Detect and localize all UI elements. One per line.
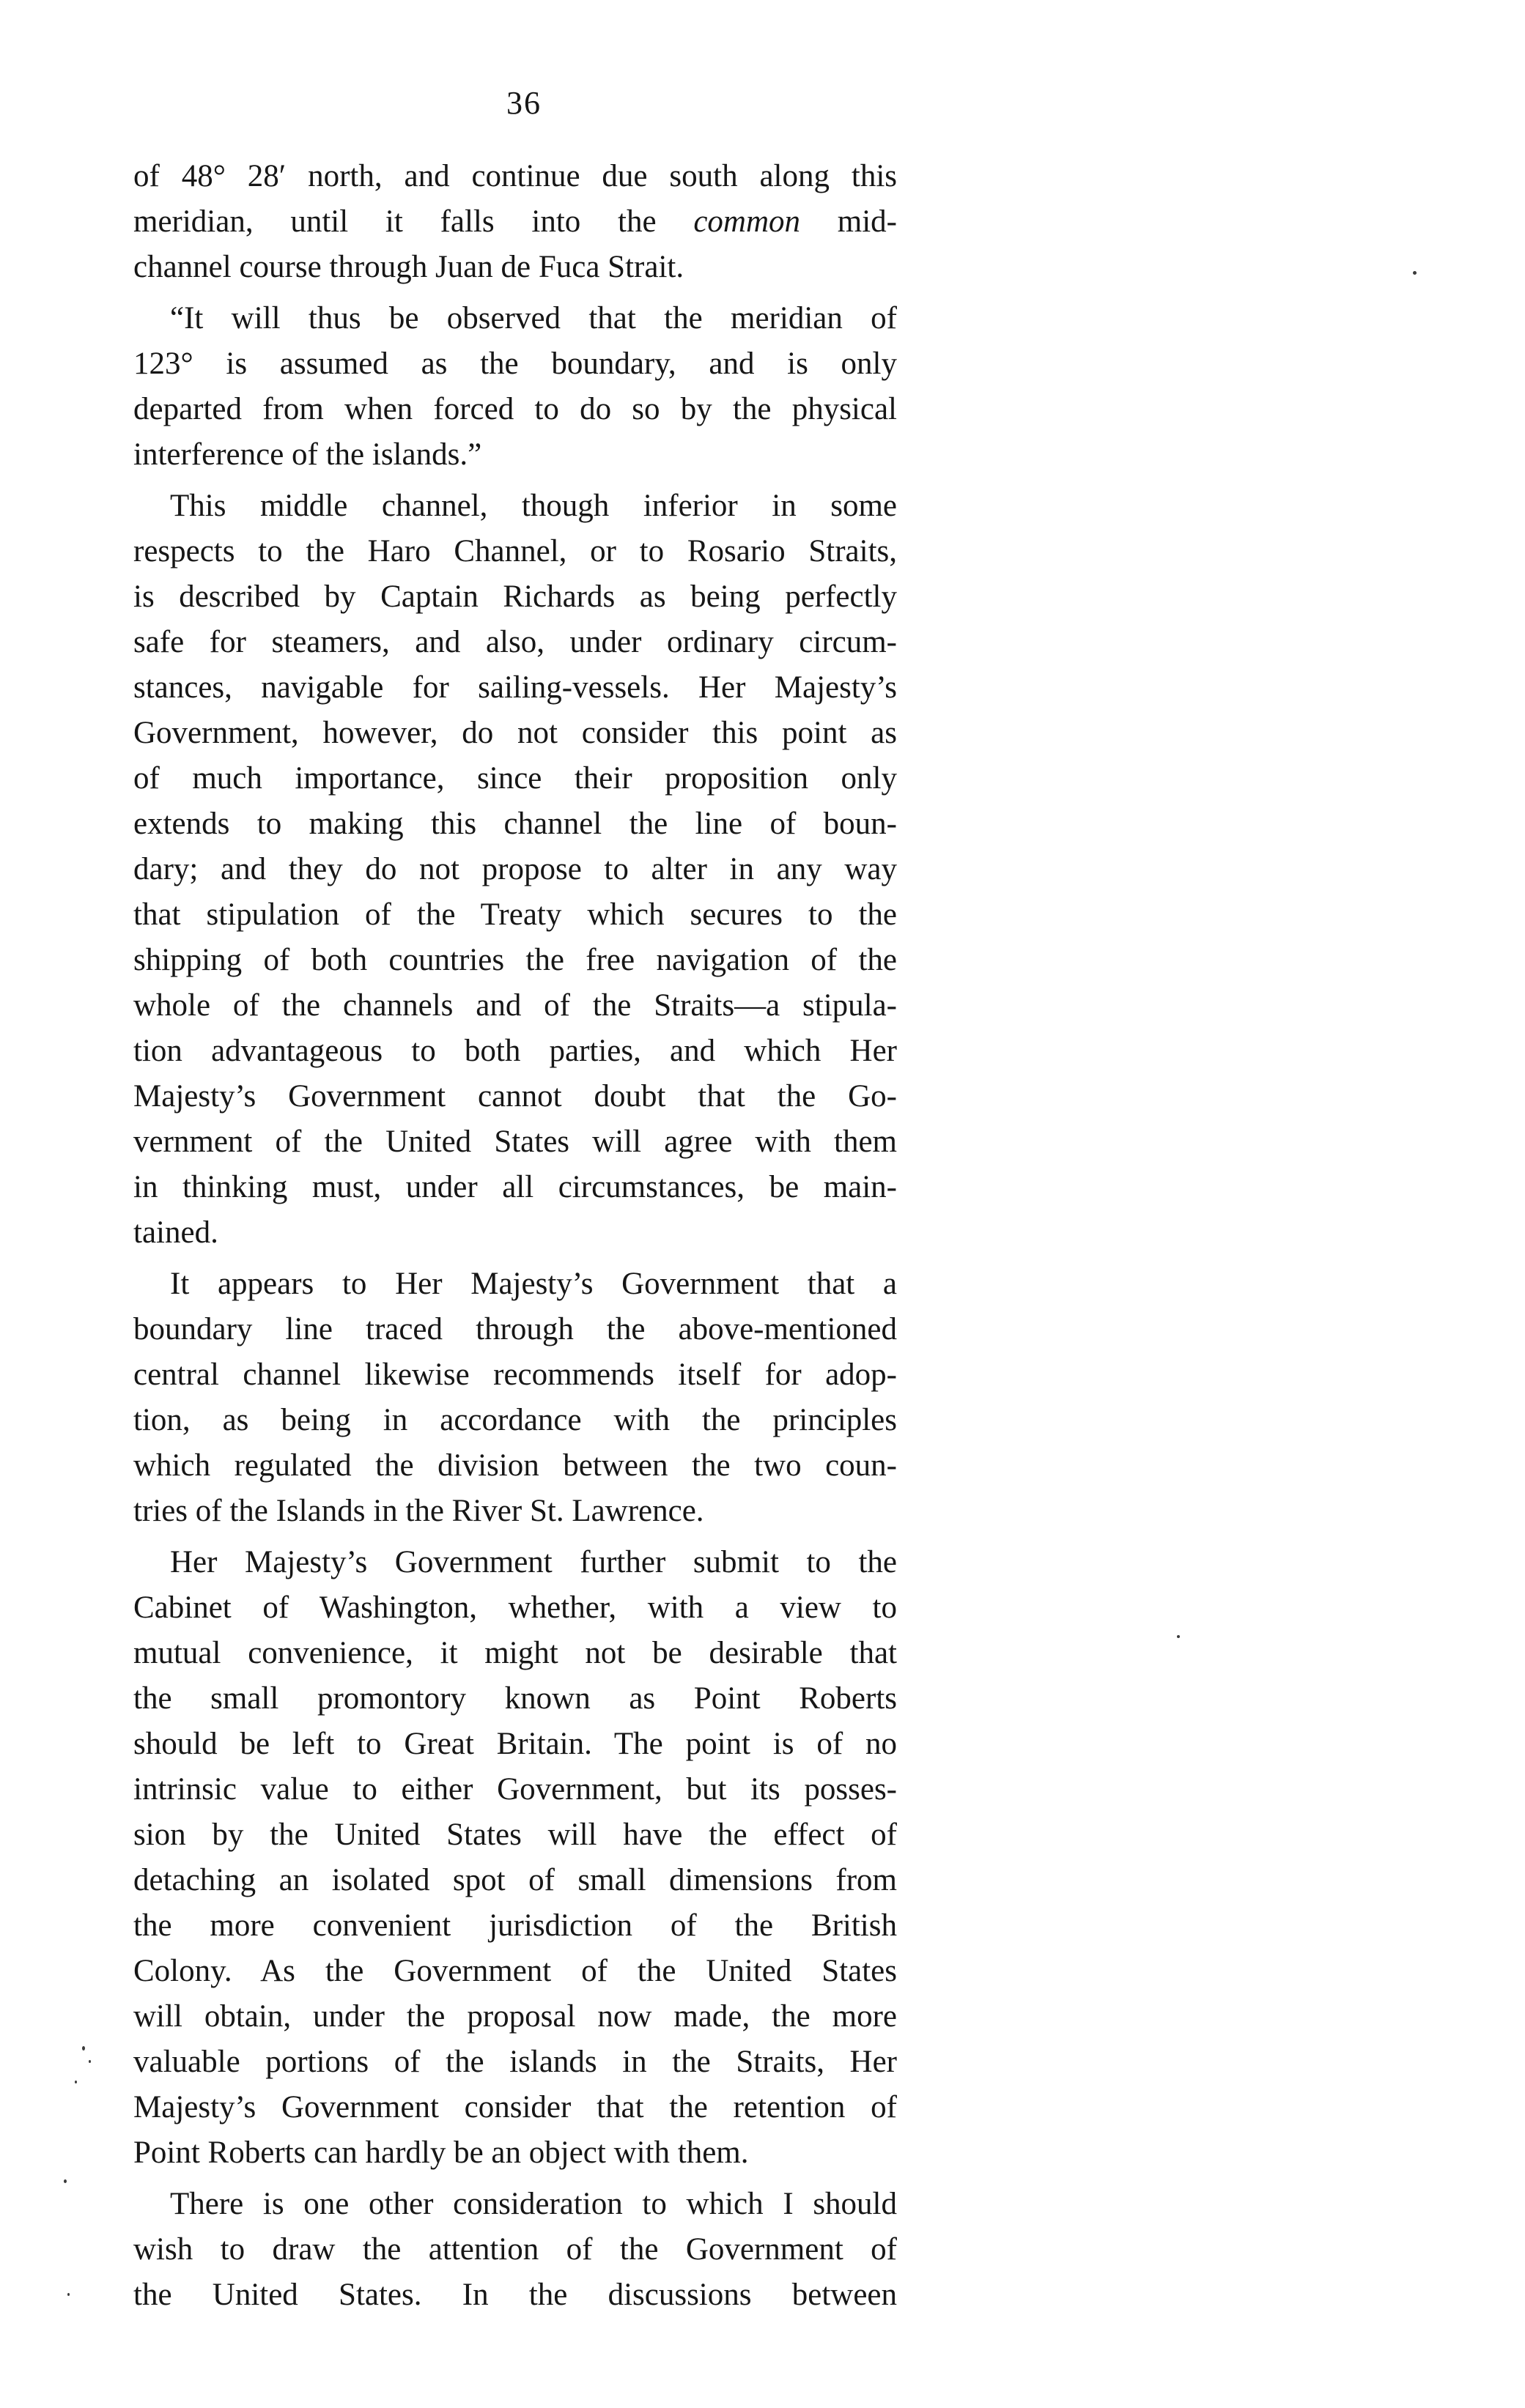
text-line: will obtain, under the proposal now made, the more <box>133 1999 897 2034</box>
text-line: meridian, until it falls into the common mid- <box>133 204 898 239</box>
scan-speck <box>67 2293 70 2296</box>
paragraph <box>133 1540 897 2176</box>
text-line: that stipulation of the Treaty which secures to the <box>133 897 897 932</box>
text-line: tion advantageous to both parties, and which Her <box>133 1034 897 1068</box>
text-line: safe for steamers, and also, under ordinary circum- <box>133 625 897 659</box>
text-line: vernment of the United States will agree with them <box>133 1125 897 1159</box>
text-line: should be left to Great Britain. The point is of no <box>133 1727 897 1761</box>
scan-speck <box>1177 1635 1180 1638</box>
scan-speck <box>82 2046 85 2050</box>
paragraph-gap <box>133 1534 897 1540</box>
text-line: sion by the United States will have the effect of <box>133 1818 897 1852</box>
text-line: is described by Captain Richards as being perfectly <box>133 579 897 614</box>
text-line: stances, navigable for sailing-vessels. Her Majesty’s <box>133 670 897 705</box>
text-line: interference of the islands.” <box>133 437 482 472</box>
text-line: “It will thus be observed that the meridian of <box>170 301 897 336</box>
text-line: dary; and they do not propose to alter in any way <box>133 852 897 886</box>
paragraph <box>133 2182 897 2318</box>
text-line: tries of the Islands in the River St. Lawrence. <box>133 1494 704 1528</box>
paragraph <box>133 484 897 1256</box>
text-line: in thinking must, under all circumstances, be main- <box>133 1170 897 1204</box>
text-line: This middle channel, though inferior in some <box>170 489 897 523</box>
paragraph-gap <box>133 1256 897 1262</box>
paragraph-gap <box>133 290 897 296</box>
text-line: tion, as being in accordance with the principles <box>133 1403 897 1437</box>
text-line: which regulated the division between the two coun- <box>133 1448 897 1483</box>
text-line: the United States. In the discussions between <box>133 2278 897 2312</box>
text-line: wish to draw the attention of the Government of <box>133 2232 897 2267</box>
text-line: Cabinet of Washington, whether, with a view to <box>133 1590 897 1625</box>
scan-speck <box>75 2081 77 2083</box>
paragraph <box>133 154 897 290</box>
text-line: Government, however, do not consider this point as <box>133 716 897 750</box>
text-line: intrinsic value to either Government, but its posses- <box>133 1772 897 1807</box>
text-line: extends to making this channel the line of boun- <box>133 807 897 841</box>
scan-speck <box>64 2179 67 2183</box>
text-line: channel course through Juan de Fuca Strait. <box>133 250 684 284</box>
text-line: the more convenient jurisdiction of the British <box>133 1908 897 1943</box>
scan-speck <box>1413 271 1417 275</box>
text-line: boundary line traced through the above-mentioned <box>133 1312 897 1346</box>
text-line: There is one other consideration to which I should <box>170 2187 897 2221</box>
emphasis: common <box>693 204 801 239</box>
text-line: Point Roberts can hardly be an object with them. <box>133 2135 749 2170</box>
body-text <box>133 154 897 2318</box>
text-line: Colony. As the Government of the United States <box>133 1954 897 1988</box>
text-line: Majesty’s Government consider that the retention of <box>133 2090 897 2124</box>
text-line: whole of the channels and of the Straits—a stipula- <box>133 988 897 1023</box>
text-line: of 48° 28′ north, and continue due south along this <box>133 159 897 193</box>
text-line: It appears to Her Majesty’s Government that a <box>170 1267 897 1301</box>
paragraph-gap <box>133 478 897 484</box>
text-line: mutual convenience, it might not be desirable that <box>133 1636 897 1670</box>
text-line: respects to the Haro Channel, or to Rosario Straits, <box>133 534 897 568</box>
text-line: departed from when forced to do so by the physical <box>133 392 897 426</box>
text-line: of much importance, since their proposition only <box>133 761 897 796</box>
text-line: Majesty’s Government cannot doubt that the Go- <box>133 1079 897 1114</box>
scan-speck <box>89 2060 91 2063</box>
text-line: valuable portions of the islands in the Straits, Her <box>133 2045 897 2079</box>
text-line: Her Majesty’s Government further submit to the <box>170 1545 897 1579</box>
paragraph <box>133 296 897 478</box>
paragraph <box>133 1262 897 1534</box>
text-line: detaching an isolated spot of small dimensions from <box>133 1863 897 1897</box>
text-line: tained. <box>133 1215 218 1250</box>
page-number: 36 <box>506 85 542 121</box>
paragraph-gap <box>133 2176 897 2182</box>
text-line: central channel likewise recommends itself for adop- <box>133 1357 897 1392</box>
text-line: shipping of both countries the free navigation of the <box>133 943 897 977</box>
text-line: the small promontory known as Point Roberts <box>133 1681 897 1716</box>
text-line: 123° is assumed as the boundary, and is only <box>133 347 897 381</box>
